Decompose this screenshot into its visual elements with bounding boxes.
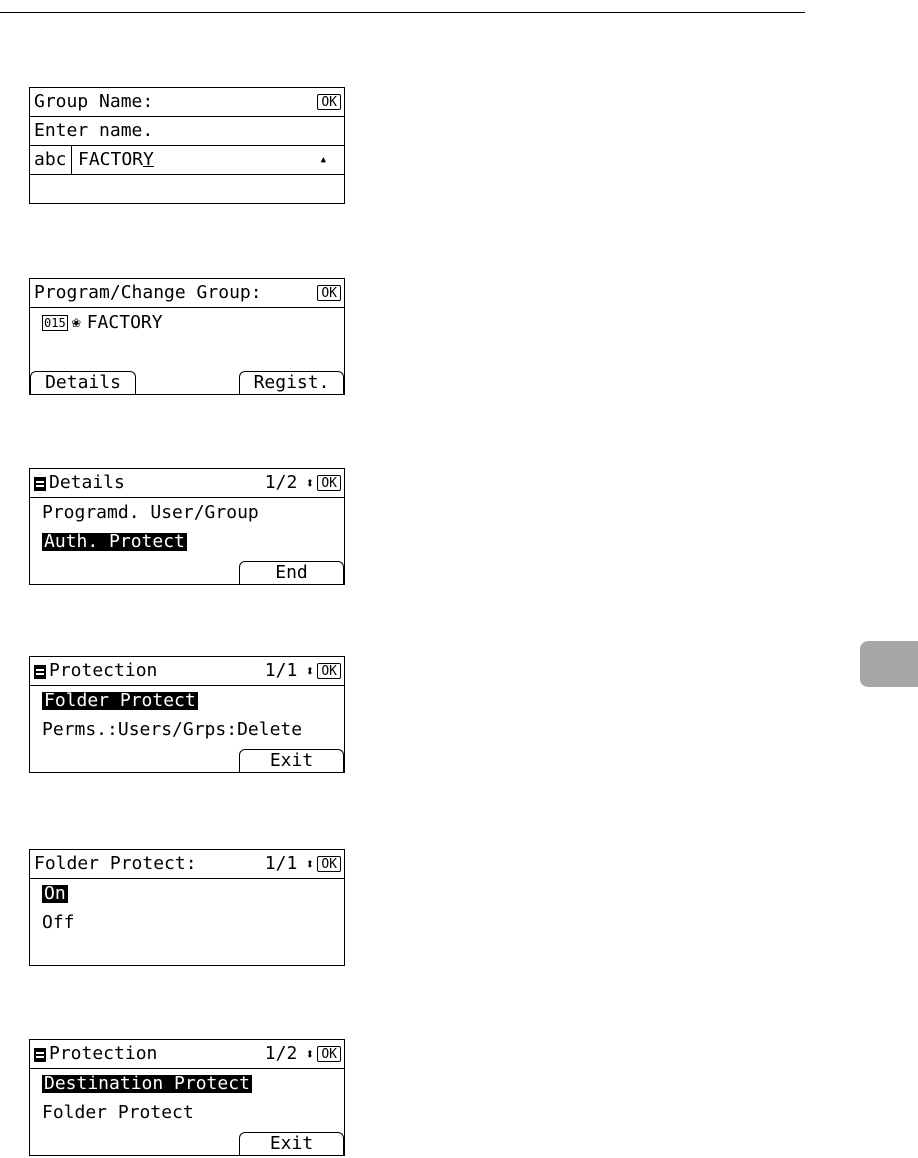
- menu-item[interactable]: Perms.:Users/Grps:Delete: [42, 718, 303, 740]
- details-softkey[interactable]: Details: [30, 371, 136, 394]
- lcd-details: [29, 468, 345, 585]
- input-mode: abc: [30, 146, 72, 174]
- empty-row: [30, 175, 344, 203]
- page-indicator: 1/1: [264, 853, 298, 874]
- lcd-title-row: [30, 657, 344, 686]
- up-down-arrow-icon[interactable]: ⬍: [305, 473, 315, 492]
- prompt-row: [30, 117, 344, 146]
- entry-row: [30, 146, 344, 175]
- ok-key-icon[interactable]: OK: [317, 475, 341, 491]
- prompt-text: Enter name.: [34, 120, 154, 141]
- menu-icon: [34, 1048, 46, 1062]
- regist-softkey[interactable]: Regist.: [239, 371, 344, 394]
- empty-row: [30, 337, 344, 366]
- softkey-bar: [30, 744, 344, 772]
- option-selected[interactable]: On: [44, 882, 66, 904]
- lcd-title-row: [30, 88, 344, 117]
- lcd-title: Protection: [49, 1043, 158, 1064]
- lcd-protection-2: [29, 1039, 345, 1156]
- lcd-title: Protection: [49, 660, 158, 681]
- ok-key-icon[interactable]: OK: [317, 1046, 341, 1062]
- menu-item-selected[interactable]: Destination Protect: [44, 1072, 250, 1094]
- chapter-tab: [860, 641, 918, 687]
- lcd-title: Group Name:: [34, 91, 154, 112]
- menu-item[interactable]: Programd. User/Group: [42, 501, 259, 523]
- up-down-arrow-icon[interactable]: ⬍: [305, 1044, 315, 1063]
- ok-key-icon[interactable]: OK: [317, 94, 341, 110]
- ok-key-icon[interactable]: OK: [317, 663, 341, 679]
- page-indicator: 1/2: [264, 472, 298, 493]
- lcd-title: Details: [49, 472, 125, 493]
- lcd-title: Folder Protect:: [34, 853, 197, 874]
- menu-item[interactable]: Folder Protect: [42, 1101, 194, 1123]
- group-number: 015: [44, 315, 66, 330]
- lcd-title-row: [30, 469, 344, 498]
- lcd-title-row: [30, 279, 344, 308]
- up-down-arrow-icon[interactable]: ⬍: [305, 854, 315, 873]
- triangle-up-icon: ▲: [320, 154, 326, 165]
- ok-key-icon[interactable]: OK: [317, 856, 341, 872]
- lcd-title: Program/Change Group:: [34, 282, 262, 303]
- menu-item-selected[interactable]: Auth. Protect: [44, 530, 185, 552]
- ok-key-icon[interactable]: OK: [317, 285, 341, 301]
- exit-softkey[interactable]: Exit: [239, 749, 344, 772]
- lcd-title-row: [30, 850, 344, 879]
- page-indicator: 1/1: [264, 660, 298, 681]
- softkey-bar: [30, 556, 344, 584]
- lcd-group-name: [29, 87, 345, 204]
- menu-item-selected[interactable]: Folder Protect: [44, 689, 196, 711]
- softkey-bar: [30, 366, 344, 394]
- end-softkey[interactable]: End: [239, 561, 344, 584]
- exit-softkey[interactable]: Exit: [239, 1132, 344, 1155]
- lcd-program-group: [29, 278, 345, 395]
- cursor-char: Y: [143, 149, 154, 170]
- name-input[interactable]: FACTORY: [78, 149, 154, 170]
- group-icon: ❀: [71, 313, 81, 331]
- lcd-folder-protect: [29, 849, 345, 966]
- option[interactable]: Off: [42, 911, 75, 933]
- page-indicator: 1/2: [264, 1043, 298, 1064]
- empty-row: [30, 937, 344, 965]
- top-rule: [0, 12, 805, 13]
- menu-icon: [34, 665, 46, 679]
- lcd-title-row: [30, 1040, 344, 1069]
- softkey-bar: [30, 1127, 344, 1155]
- group-entry-row[interactable]: [30, 308, 344, 337]
- lcd-protection: [29, 656, 345, 773]
- group-name: FACTORY: [86, 311, 163, 333]
- menu-icon: [34, 477, 46, 491]
- up-down-arrow-icon[interactable]: ⬍: [305, 661, 315, 680]
